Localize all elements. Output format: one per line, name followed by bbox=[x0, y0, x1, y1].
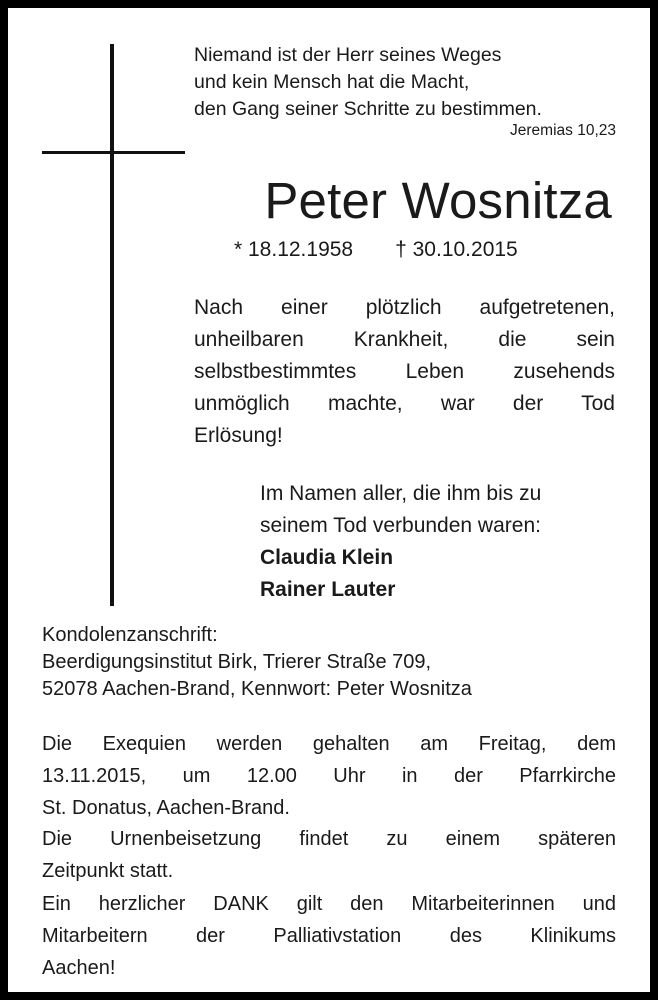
mourner-name: Claudia Klein bbox=[260, 546, 394, 569]
cross-symbol-vertical bbox=[110, 44, 114, 606]
paragraph-line: Aachen! bbox=[42, 957, 116, 979]
bible-quote bbox=[194, 42, 619, 123]
quote-line: und kein Mensch hat die Macht, bbox=[194, 71, 470, 93]
mourner-name: Rainer Lauter bbox=[260, 578, 396, 601]
mourners-intro: Im Namen aller, die ihm bis zu bbox=[260, 482, 542, 505]
address-line: 52078 Aachen-Brand, Kennwort: Peter Wosnitza bbox=[42, 678, 472, 700]
quote-source: Jeremias 10,23 bbox=[510, 122, 616, 139]
quote-line: den Gang seiner Schritte zu bestimmen. bbox=[194, 98, 542, 120]
life-dates bbox=[234, 238, 518, 262]
paragraph-line: Die Urnenbeisetzung findet zu einem späteren bbox=[42, 828, 616, 850]
paragraph-line: Mitarbeitern der Palliativstation des Klinikums bbox=[42, 925, 616, 947]
mourners-block bbox=[260, 478, 615, 606]
message-line: Erlösung! bbox=[194, 424, 283, 447]
message-line: unmöglich machte, war der Tod bbox=[194, 392, 615, 415]
funeral-service-paragraph bbox=[42, 728, 616, 824]
mourners-intro: seinem Tod verbunden waren: bbox=[260, 514, 541, 537]
deceased-name: Peter Wosnitza bbox=[264, 172, 612, 229]
urn-burial-paragraph bbox=[42, 823, 616, 887]
address-line: Beerdigungsinstitut Birk, Trierer Straße 709, bbox=[42, 651, 432, 673]
birth-date: * 18.12.1958 bbox=[234, 238, 354, 261]
paragraph-line: St. Donatus, Aachen-Brand. bbox=[42, 797, 290, 819]
paragraph-line: Die Exequien werden gehalten am Freitag, dem bbox=[42, 733, 616, 755]
paragraph-line: Ein herzlicher DANK gilt den Mitarbeiterinnen und bbox=[42, 893, 616, 915]
address-label: Kondolenzanschrift: bbox=[42, 624, 218, 646]
paragraph-line: 13.11.2015, um 12.00 Uhr in der Pfarrkirche bbox=[42, 765, 616, 787]
paragraph-line: Zeitpunkt statt. bbox=[42, 860, 174, 882]
condolence-address bbox=[42, 622, 617, 703]
message-line: unheilbaren Krankheit, die sein bbox=[194, 328, 615, 351]
obituary-message bbox=[194, 292, 615, 452]
thanks-paragraph bbox=[42, 888, 616, 984]
death-date: † 30.10.2015 bbox=[395, 238, 518, 261]
obituary-notice bbox=[8, 8, 650, 992]
cross-symbol-horizontal bbox=[42, 151, 185, 154]
message-line: selbstbestimmtes Leben zusehends bbox=[194, 360, 615, 383]
message-line: Nach einer plötzlich aufgetretenen, bbox=[194, 296, 615, 319]
quote-line: Niemand ist der Herr seines Weges bbox=[194, 44, 502, 66]
